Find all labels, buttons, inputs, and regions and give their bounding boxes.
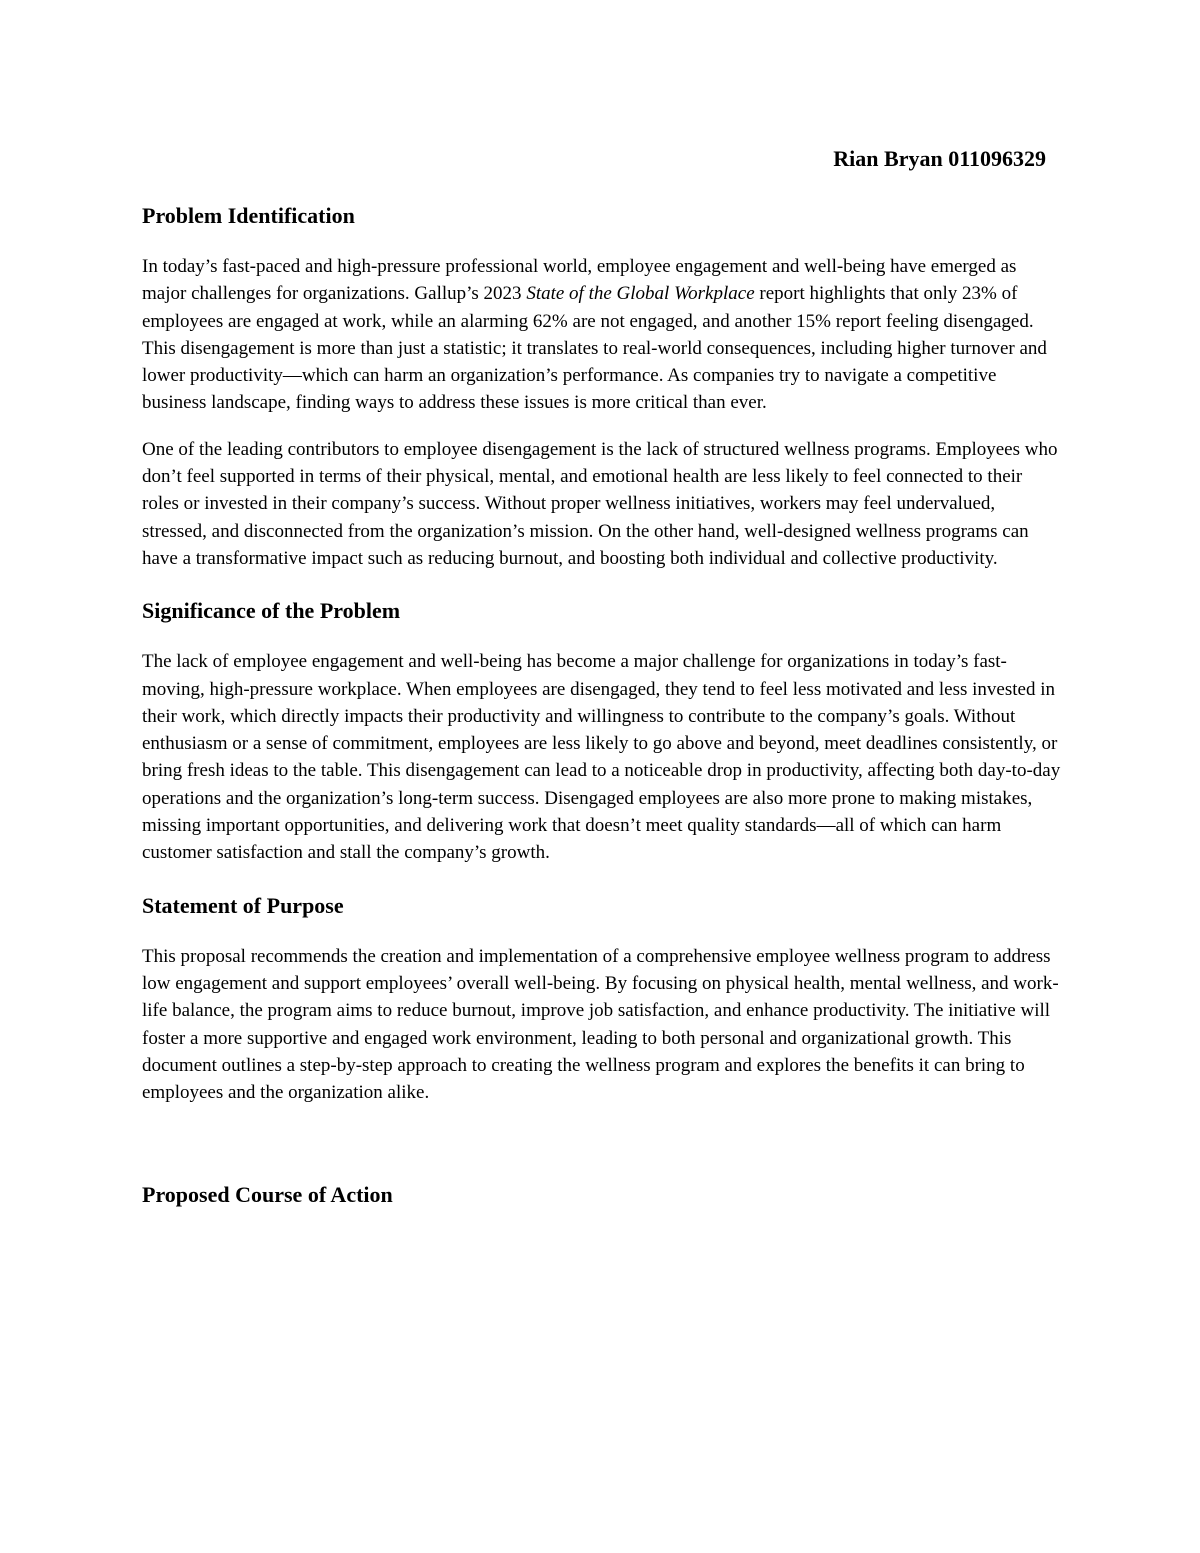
paragraph-problem-identification-2: One of the leading contributors to employee disengagement is the lack of structured wellness programs. Employees who don’t feel supported in terms of their physical, mental, and emotional health are less likely to feel connected to their roles or invested in their company’s success. Without proper wellness initiatives, workers may feel undervalued, stressed, and disconnected from the organization’s mission. On the other hand, well-designed wellness programs can have a transformative impact such as reducing burnout, and boosting both individual and collective productivity.: [142, 438, 1058, 569]
heading-proposed-course-of-action: Proposed Course of Action: [142, 1182, 393, 1208]
paragraph-text: In today’s fast-paced and high-pressure professional world, employee engagement and well-being have emerged as major challenges for organizations. Gallup’s 2023: [142, 256, 1017, 305]
document-body: [142, 143, 1062, 1210]
heading-significance: Significance of the Problem: [142, 598, 401, 624]
heading-problem-identification: Problem Identification: [142, 203, 355, 228]
paragraph-problem-identification-1: [142, 253, 1062, 417]
paragraph-text: report highlights that only 23% of employees are engaged at work, while an alarming 62% are not engaged, and another 15% report feeling disengaged. This disengagement is more than just a statistic; it translates to real-world consequences, including higher turnover and lower productivity—which can harm an organization’s performance. As companies try to navigate a competitive business landscape, finding ways to address these issues is more critical than ever.: [142, 283, 1047, 414]
heading-statement-of-purpose: Statement of Purpose: [142, 892, 344, 918]
paragraph-statement-of-purpose: This proposal recommends the creation and implementation of a comprehensive employee wellness program to address low engagement and support employees’ overall well-being. By focusing on physical health, mental wellness, and work-life balance, the program aims to reduce burnout, improve job satisfaction, and enhance productivity. The initiative will foster a more supportive and engaged work environment, leading to both personal and organizational growth. This document outlines a step-by-step approach to creating the wellness program and explores the benefits it can bring to employees and the organization alike.: [142, 945, 1059, 1104]
paragraph-significance: The lack of employee engagement and well-being has become a major challenge for organizations in today’s fast-moving, high-pressure workplace. When employees are disengaged, they tend to feel less motivated and less invested in their work, which directly impacts their productivity and willingness to contribute to the company’s goals. Without enthusiasm or a sense of commitment, employees are less likely to go above and beyond, meet deadlines consistently, or bring fresh ideas to the table. This disengagement can lead to a noticeable drop in productivity, affecting both day-to-day operations and the organization’s long-term success. Disengaged employees are also more prone to making mistakes, missing important opportunities, and delivering work that doesn’t meet quality standards—all of which can harm customer satisfaction and stall the company’s growth.: [142, 651, 1061, 864]
author-line: Rian Bryan 011096329: [833, 146, 1046, 171]
report-title-italic: State of the Global Workplace: [526, 283, 755, 305]
